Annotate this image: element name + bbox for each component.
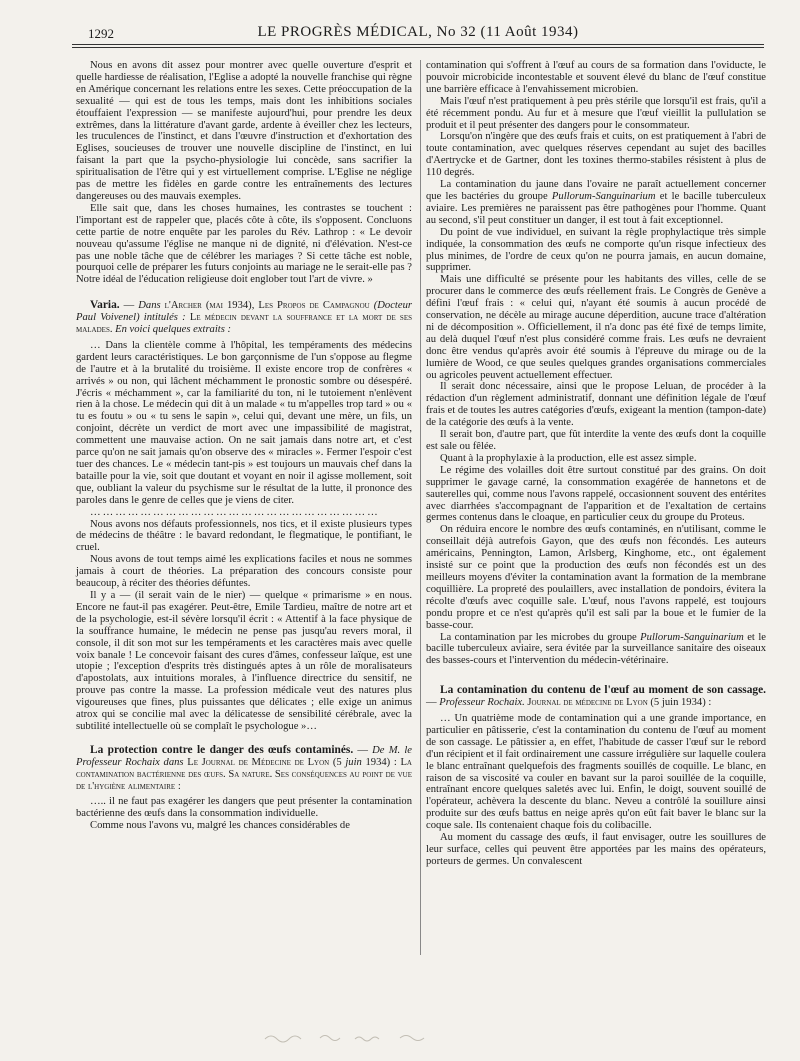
paragraph: Au moment du cassage des œufs, il faut envisager, outre les souillures de leur surface, celles qui peuvent être apportées par les mains des opérateurs, porteurs de germes. Un convalescent (426, 832, 766, 867)
protection-heading: La protection contre le danger des œufs contaminés. — De M. le Professeur Rochaix dans Le Journal de Médecine de Lyon (5 juin 1934) : La contamination bactérienne des œufs. Sa nature. Ses conséquences au point de vue de l'hygiène alimentaire : (76, 743, 412, 792)
paragraph: Nous avons nos défauts professionnels, nos tics, et il existe plusieurs types de médecins de théâtre : le bavard redondant, le flegmatique, le pontifiant, le cruel. (76, 518, 412, 554)
header-rule-top (72, 44, 764, 45)
paragraph: La contamination par les microbes du groupe Pullorum-Sanguinarium et le bacille tuberculeux aviaire, sera évitée par la surveillance sanitaire des oiseaux des basses-cours et l'intervention du médecin-vétérinaire. (426, 631, 766, 667)
ellipsis-separator: …………………………………………………………… (90, 506, 380, 518)
paragraph: Du point de vue individuel, en suivant la règle prophylactique très simple indiquée, la consommation des œufs ne comporte qu'un risque infectieux des plus minimes, de l'ordre de ceux qu'on ne pourra jamais, en aucun domaine, supprimer. (426, 226, 766, 274)
paragraph: Lorsqu'on n'ingère que des œufs frais et cuits, on est pratiquement à l'abri de toute contamination, avec quelques réserves cependant au sujet des bacilles d'Aertrycke et de Gartner, dont les toxines thermo-stabiles résistent à plus de 110 degrés. (426, 131, 766, 179)
paragraph: La contamination du jaune dans l'ovaire ne paraît actuellement concerner que les bactéries du groupe Pullorum-Sanguinarium et le bacille tuberculeux aviaire. Les premières ne paraissent pas être pathogènes pour l'homme. Quant au second, s'il peut constituer un danger, il est tout à fait exceptionnel. (426, 179, 766, 226)
paragraph: contamination qui s'offrent à l'œuf au cours de sa formation dans l'oviducte, le pouvoir microbicide incontestable et souvent élevé du blanc de l'œuf constitue une barrière efficace à l'envahissement microbien. (426, 60, 766, 95)
faded-handwriting-mark (260, 1030, 460, 1044)
page-number: 1292 (88, 26, 114, 41)
paragraph: Nous avons de tout temps aimé les explications faciles et nous ne sommes jamais à court de théories. La préparation des concours consiste pour beaucoup, à réciter des théories défuntes. (76, 554, 412, 590)
paragraph: ….. il ne faut pas exagérer les dangers que peut présenter la contamination bactérienne des œufs dans la consommation individuelle. (76, 796, 412, 820)
quote-paragraph: … Dans la clientèle comme à l'hôpital, les tempéraments des médecins gardent leurs caractéristiques. Le bon garçonnisme de l'un s'oppose au flegme de l'autre et à la brutalité du troisième. Il existe encore trop de confrères « arrivés » ou non, qui lâchent méchamment le pronostic sombre ou désespéré. J'écris « méchamment », car la familiarité du ton, ni le tutoiement n'enlèvent rien à la chose. Le médecin qui dit à un malade « tu m'appelles trop tard » ou « tu es foutu » ou « tu sens le sapin », celui qui, devant une mère, un fils, un conjoint, décrète un verdict de mort avec une impassibilité de magistrat, commettent une mauvaise action. On ne sait jamais dans notre art, et c'est parce qu'on ne sait jamais qu'on observe des « miracles ». Fermer l'espoir c'est tuer des chances. Le « médecin tant-pis » est toujours un mauvais chef dans la bataille pour la vie, soit que doutant et voyant en noir il agisse mollement, soit que, oubliant la valeur du psychisme sur le résultat de la lutte, il prononce des paroles dans le genre de celles que je viens de citer. (76, 339, 412, 506)
header-rule-bottom (72, 47, 764, 48)
paragraph: Il serait donc nécessaire, ainsi que le propose Leluan, de procéder à la rédaction d'un règlement administratif, donnant une définition légale de l'œuf frais et de toutes les autres catégories d'œufs, exigeant la mention (tampon-date) de la catégorie des œufs à la vente. (426, 381, 766, 429)
paragraph: Quant à la prophylaxie à la production, elle est assez simple. (440, 452, 697, 464)
journal-title: LE PROGRÈS MÉDICAL, No 32 (11 Août 1934) (257, 24, 579, 40)
varia-heading: Varia. — Dans l'Archer (mai 1934), Les Propos de Campagnou (Docteur Paul Voivenel) intitulés : Le médecin devant la souffrance et la mort de ses malades. En voici quelques extraits : (76, 299, 412, 336)
paragraph: Nous en avons dit assez pour montrer avec quelle ouverture d'esprit et quelle hardiesse de réalisation, l'Eglise a adopté la nouvelle franchise qui règne en Amérique concernant les relations entre les sexes. Cette préoccupation de la sexualité — qui est de tous les temps, mais dont les inhibitions sociales étouffaient l'expression — se manifeste aujourd'hui, pour prendre les deux extrêmes, dans la littérature d'avant garde, ardente à éveiller chez les lecteurs, les truculences de l'instinct, et dans l'œuvre d'instruction et d'exhortation des Eglises, soucieuses de trouver une nouvelle discipline de l'instinct, en lui faisant la part que la psycho-physiologie lui concède, sans sacrifier la spiritualisation de l'être qui y est virtuellement comprise. L'Eglise ne néglige pas de mettre les fidèles en garde contre les entraînements des lectures dangereuses ou des mauvais exemples. (76, 60, 412, 202)
contamination-heading: La contamination du contenu de l'œuf au moment de son cassage. — Professeur Rochaix. Journal de médecine de Lyon (5 juin 1934) : (426, 684, 766, 709)
right-column (426, 60, 766, 868)
paragraph: Comme nous l'avons vu, malgré les chances considérables de (90, 820, 350, 832)
paragraph: On réduira encore le nombre des œufs contaminés, en n'utilisant, comme le conseillait déjà autrefois Gayon, que des œufs non fécondés. Les auteurs américains, Pennington, Lamon, Arlsberg, Kinghome, etc., ont également insisté sur ce point que la production des œufs non fécondés est un des meilleurs moyens d'éviter la contamination avant la formation de la membrane coquillière. La propreté des poulaillers, avec installation de pondoirs, évitera la récolte d'œufs avec coquille sale. L'œuf, nous l'avons rappelé, est toujours pondu propre et ce n'est qu'après qu'il est sali par la boue et le fumier de la basse-cour. (426, 524, 766, 631)
paragraph: Il y a — (il serait vain de le nier) — quelque « primarisme » en nous. Encore ne faut-il pas exagérer. Peut-être, Emile Tardieu, maître de notre art et de la psychologie, est-il sévère lorsqu'il écrit : « Attentif à la face physique de la souffrance humaine, le médecin ne pense pas jusqu'au revers moral, il console, il dit son mot sur les tempéraments et les caractères mais avec quelle voix banale ! Le concevoir faisant des cures d'âmes, confesseur laïque, est une utopie ; l'exception d'esprits très distingués aptes à un rôle de moralisateurs d'apostolats, aux intuitions morales, à l'influence directrice du sensitif, ne prouve pas contre la masse. La profession médicale veut des natures plus vigoureuses que fines, plus puissantes que délicates ; elle exige un animus atrox qui se concilie mal avec la délicatesse de sensibilité cérébrale, avec la subtilité intellectuelle où se complaît le psychologue »… (76, 589, 412, 732)
column-divider (420, 60, 421, 955)
paragraph: Le régime des volailles doit être surtout constitué par des grains. On doit supprimer le gavage carné, la consommation exagérée de hannetons et de sauterelles qui, comme nous l'avons rappelé, occasionnent souvent des entérites avec diarrhées s'accompagnant de l'apparition et de l'exaltation de certains germes contenus dans le cloaque, en particulier ceux du groupe du Proteus. (426, 464, 766, 524)
page-header (72, 22, 764, 44)
paragraph: Mais l'œuf n'est pratiquement à peu près stérile que lorsqu'il est frais, qu'il a été récemment pondu. Au fur et à mesure que l'œuf vieillit la pullulation se produit et il peut présenter des dangers pour le consommateur. (426, 95, 766, 131)
paragraph: Il serait bon, d'autre part, que fût interdite la vente des œufs dont la coquille est sale ou fêlée. (426, 429, 766, 452)
paragraph: Mais une difficulté se présente pour les habitants des villes, celle de se procurer dans le commerce des œufs réellement frais. Le Congrès de Genève a défini l'œuf frais : « celui qui, n'ayant été soumis à aucun procédé de conservation, ne décèle au mirage aucune déperdition, aucune trace d'altération ni de décomposition ». Officiellement, il n'a donc pas été fixé de temps limite, au delà duquel l'œuf n'est plus considéré comme frais. Les œufs ne devraient donc être vendus qu'après avoir été soumis à l'épreuve du mirage ou de la lumière de Wood, ce que seules quelques grandes organisations commerciales ou agricoles peuvent actuellement effectuer. (426, 274, 766, 381)
paragraph: Elle sait que, dans les choses humaines, les contrastes se touchent : l'important est de rappeler que, placés côte à côte, ils s'opposent. Concluons cette partie de notre enquête par les paroles du Rév. Lathrop : « Le devoir nouveau qu'assume l'église ne manque ni de dignité, ni d'élévation. N'est-ce pas une noble tâche que de célébrer les mariages ? Si cette tâche est noble, pourquoi celle de préparer les futurs conjoints au mariage ne le serait-elle pas ? Notre idéal de l'éducation religieuse doit englober tout l'art de vivre. » (76, 202, 412, 286)
paragraph: … Un quatrième mode de contamination qui a une grande importance, en particulier en pâtisserie, c'est la contamination du contenu de l'œuf au moment de son cassage. Le pâtissier a, en effet, l'habitude de casser l'œuf sur le rebord d'un récipient et il fait ordinairement une cassure irrégulière sur laquelle coulera le blanc entraînant quelquefois des fragments souillés de coquille. Le blanc, en raison de sa viscosité va couler en bavant sur la paroi souillée de la coquille, entraînant encore quelques saletés avec lui. Enfin, le doigt, souvent souillé de l'opérateur, achèvera la descente du blanc. Neveu a contrôlé la souillure ainsi produite sur des œufs battus en neige après qu'on eût fait baver le blanc sur la coque sale. Ils contenaient chaque fois du colibacille. (426, 713, 766, 832)
left-column (76, 60, 412, 832)
